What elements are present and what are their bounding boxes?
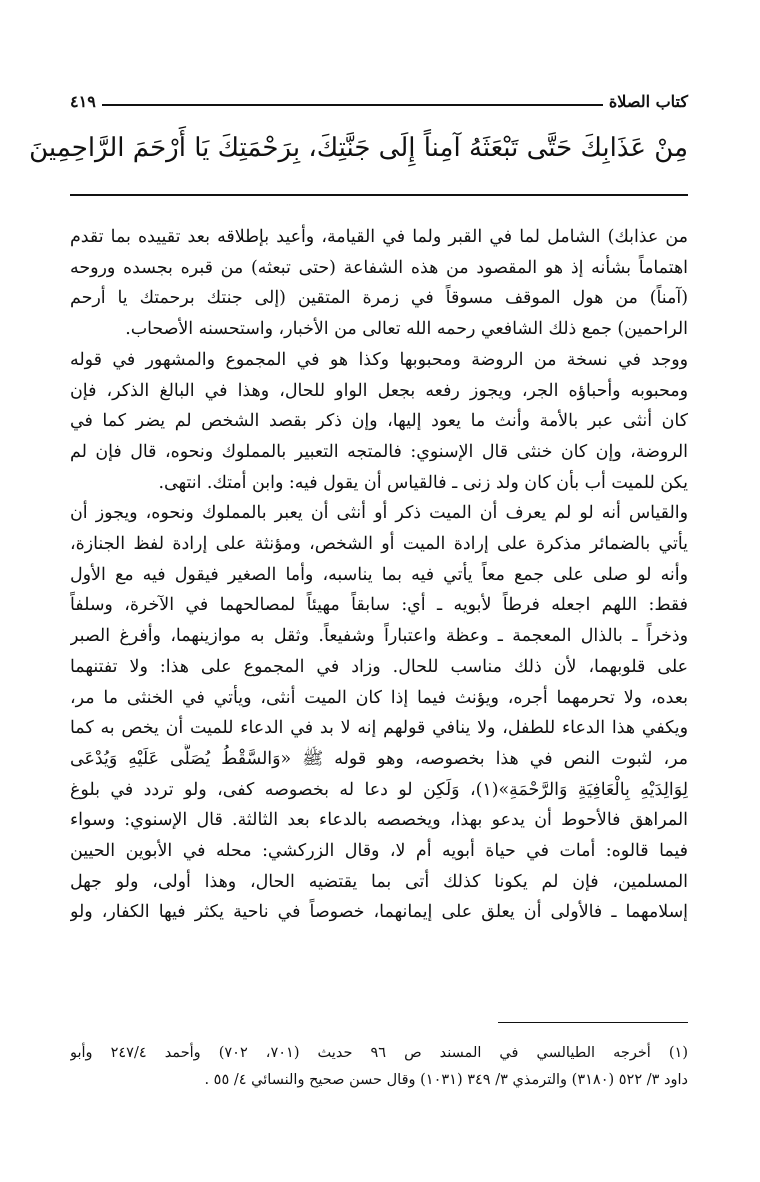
page-number: ٤١٩ bbox=[70, 91, 96, 111]
text-line: ووجد في نسخة من الروضة ومحبوبها وكذا هو في المجموع والمشهور في قوله bbox=[70, 349, 688, 370]
text-line: ويكفي هذا الدعاء للطفل، ولا ينافي قولهم إنه لا بد في الدعاء للميت أن يخص به كما bbox=[70, 718, 688, 739]
text-line: كان أنثى عبر بالأمة وأنث ما يعود إليها، وإن ذكر بقصد الشخص لم يضر كما في bbox=[70, 411, 688, 432]
commentary-text bbox=[70, 222, 688, 928]
text-line: الروضة، وإن كان خنثى قال الإسنوي: فالمتجه التعبير بالمملوك ونحوه، قال فإن لم bbox=[70, 441, 688, 462]
footnote-line: داود ٣/ ٥٢٢ (٣١٨٠) والترمذي ٣/ ٣٤٩ (١٠٣١) وقال حسن صحيح والنسائي ٤/ ٥٥ . bbox=[204, 1072, 688, 1088]
header-rule bbox=[102, 104, 603, 106]
text-line: وذخراً ـ بالذال المعجمة ـ وعظة واعتباراً وشفيعاً. وثقل به موازينهما، وأفرغ الصبر bbox=[70, 626, 688, 647]
text-line: فقط: اللهم اجعله فرطاً لأبويه ـ أي: سابقاً مهيئاً لمصالحهما في الآخرة، وسلفاً bbox=[70, 595, 688, 616]
text-line: على قلوبهما، لأن ذلك مناسب للحال. وزاد في المجموع على هذا: ولا تفتنهما bbox=[70, 656, 688, 677]
text-line: بعده، ولا تحرمهما أجره، ويؤنث فيما إذا كان الميت أنثى، ويأتي في الخنثى ما مر، bbox=[70, 687, 688, 708]
text-line: المراهق فالأحوط أن يدعو بهذا، ويخصصه بالدعاء بعد الثالثة. قال الإسنوي: وسواء bbox=[70, 810, 688, 831]
section-divider bbox=[70, 194, 688, 196]
text-line: لِوَالِدَيْهِ بِالْعَافِيَةِ وَالرَّحْمَةِ»(١)، وَلَكِن لو دعا له بخصوصه كفى، ولو تردد في بلوغ bbox=[70, 779, 688, 800]
text-line: يكن للميت أب بأن كان ولد زنى ـ فالقياس أن يقول فيه: وابن أمتك. انتهى. bbox=[158, 472, 688, 493]
text-line: من عذابك) الشامل لما في القبر ولما في القيامة، وأعيد بإطلاقه بعد تقييده بما تقدم bbox=[70, 227, 688, 247]
text-line: والقياس أنه لو لم يعرف أن الميت ذكر أو أنثى أن يعبر بالمملوك ونحوه، ويجوز أن bbox=[70, 503, 688, 524]
prayer-text: مِنْ عَذَابِكَ حَتَّى تَبْعَثَهُ آمِناً إِلَى جَنَّتِكَ، بِرَحْمَتِكَ يَا أَرْحَمَ الرَّاحِمِينَ bbox=[29, 133, 688, 163]
text-line: مر، لثبوت النص في هذا بخصوصه، وهو قوله ﷺ «وَالسَّقْطُ يُصَلَّى عَلَيْهِ وَيُدْعَى bbox=[70, 748, 688, 769]
text-line: (آمناً) من هول الموقف مسوقاً في زمرة المتقين (إلى جنتك برحمتك يا أرحم bbox=[70, 288, 688, 309]
chapter-title: كتاب الصلاة bbox=[608, 91, 688, 111]
text-line: يأتي بالضمائر مذكرة على إرادة الميت أو الشخص، ومؤنثة على إرادة لفظ الجنازة، bbox=[70, 534, 688, 555]
footnotes bbox=[70, 1040, 688, 1094]
text-line: فيما قالوه: أمات في حياة أبويه أم لا، وقال الزركشي: محله في الأبوين الحيين bbox=[70, 841, 688, 862]
text-line: وأنه لو صلى على جمع معاً يأتي فيه بما يناسبه، وأما الصغير فيقول فيه مع الأول bbox=[70, 564, 688, 585]
text-line: ومحبوبه وأحباؤه الجر، ويجوز رفعه بجعل الواو للحال، وهذا في البالغ الذكر، فإن bbox=[70, 380, 688, 401]
text-line: الراحمين) جمع ذلك الشافعي رحمه الله تعالى من الأخبار، واستحسنه الأصحاب. bbox=[125, 319, 688, 340]
footnote-rule bbox=[498, 1022, 688, 1023]
text-line: إسلامهما ـ فالأولى أن يعلق على إيمانهما، خصوصاً في ناحية يكثر فيها الكفار، ولو bbox=[70, 902, 688, 923]
footnote-line: (١) أخرجه الطيالسي في المسند ص ٩٦ حديث (٧٠١، ٧٠٢) وأحمد ٢٤٧/٤ وأبو bbox=[70, 1045, 688, 1061]
text-line: المسلمين، فإن لم يكونا كذلك أتى بما يقتضيه الحال، وهذا أولى، ولو جهل bbox=[70, 871, 688, 892]
text-line: اهتماماً بشأنه إذ هو المقصود من هذه الشفاعة (حتى تبعثه) من قبره بجسده وروحه bbox=[70, 257, 688, 278]
running-header bbox=[70, 88, 688, 114]
